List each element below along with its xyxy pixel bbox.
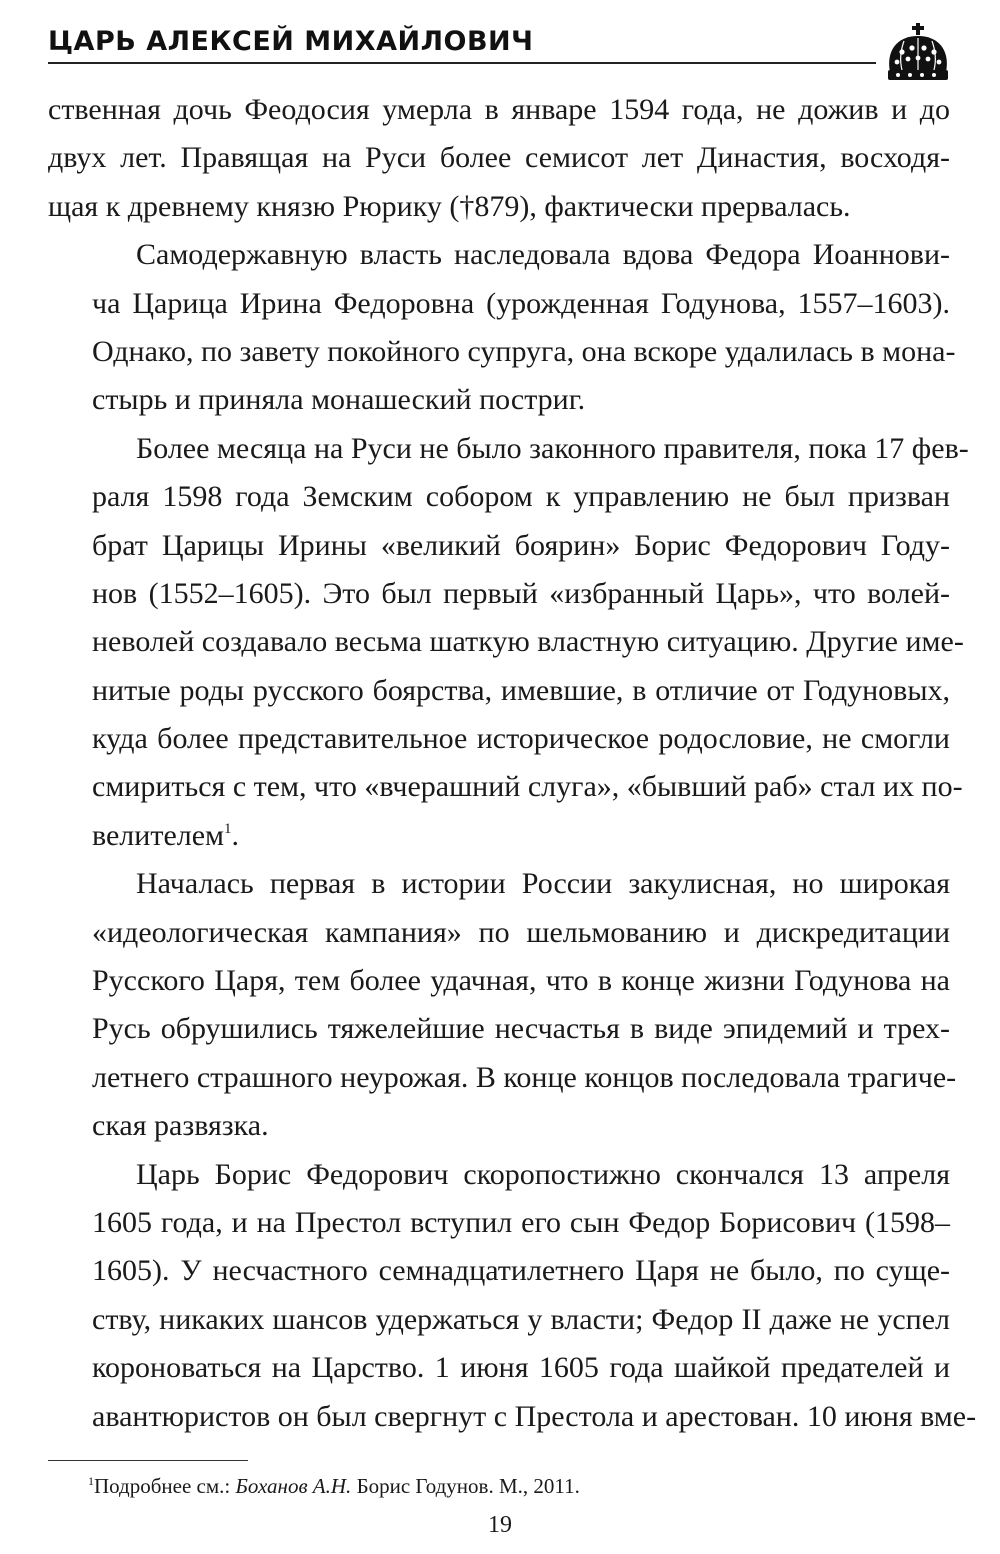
- text-line-content: велителем: [92, 818, 225, 852]
- crown-icon: [882, 22, 954, 82]
- text-line: 1605 года, и на Престол вступил его сын Федор Борисович (1598–: [92, 1205, 950, 1239]
- text-line: Началась первая в истории России закулисная, но широкая: [136, 867, 950, 901]
- text-line: куда более представительное историческое родословие, не смогли: [92, 722, 950, 756]
- paragraph: [48, 860, 957, 1150]
- text-line: Более месяца на Руси не было законного правителя, пока 17 фев-: [136, 431, 969, 465]
- text-line: щая к древнему князю Рюрику (†879), фактически прервалась.: [48, 189, 851, 223]
- footnote-rule: [48, 1460, 248, 1461]
- footnote-citation: Борис Годунов. М., 2011.: [351, 1474, 580, 1498]
- paragraph: [48, 86, 950, 231]
- text-line: ству, никаких шансов удержаться у власти; Федор II даже не успел: [92, 1302, 950, 1336]
- paragraph: [48, 231, 956, 425]
- text-line: смириться с тем, что «вчерашний слуга», «бывший раб» стал их по-: [92, 770, 963, 804]
- text-line: неволей создавало весьма шаткую властную ситуацию. Другие име-: [92, 625, 964, 659]
- text-line: 1605). У несчастного семнадцатилетнего Царя не было, по суще-: [92, 1254, 950, 1288]
- text-line: Русского Царя, тем более удачная, что в конце жизни Годунова на: [92, 964, 950, 998]
- text-line: летнего страшного неурожая. В конце концов последовала трагиче-: [92, 1060, 957, 1094]
- page-number: 19: [488, 1512, 512, 1538]
- text-line: «идеологическая кампания» по шельмованию и дискредитации: [92, 915, 950, 949]
- running-header: [48, 24, 878, 64]
- text-line: брат Царицы Ирины «великий боярин» Борис Федорович Году-: [92, 528, 950, 562]
- text-line: нов (1552–1605). Это был первый «избранный Царь», что волей-: [92, 576, 950, 610]
- footnote-mark: 1: [88, 1474, 94, 1488]
- header-rule: [48, 62, 876, 64]
- footnote-prefix: Подробнее см.:: [94, 1474, 236, 1498]
- footnote-reference[interactable]: 1: [224, 820, 232, 837]
- text-line: короноваться на Царство. 1 июня 1605 года шайкой предателей и: [92, 1351, 950, 1385]
- text-line: Самодержавную власть наследовала вдова Федора Иоаннови-: [136, 238, 950, 272]
- text-line: нитые роды русского боярства, имевшие, в отличие от Годуновых,: [92, 673, 950, 707]
- text-line: Однако, по завету покойного супруга, она вскоре удалилась в мона-: [92, 334, 956, 368]
- text-line: [48, 812, 950, 860]
- footnote-author: Боханов А.Н.: [235, 1474, 352, 1498]
- running-title: ЦАРЬ АЛЕКСЕЙ МИХАЙЛОВИЧ: [48, 26, 534, 57]
- footnote: [88, 1472, 580, 1500]
- paragraph: [48, 1151, 977, 1441]
- paragraph: [48, 425, 969, 861]
- text-line: ча Царица Ирина Федоровна (урожденная Годунова, 1557–1603).: [92, 286, 950, 320]
- sentence-period: .: [231, 818, 240, 852]
- body-text: [48, 86, 977, 1441]
- text-line: Царь Борис Федорович скоропостижно скончался 13 апреля: [136, 1157, 950, 1191]
- text-line: Русь обрушились тяжелейшие несчастья в виде эпидемий и трех-: [92, 1012, 950, 1046]
- text-line: раля 1598 года Земским собором к управлению не был призван: [92, 480, 950, 514]
- text-line: авантюристов он был свергнут с Престола и арестован. 10 июня вме-: [92, 1399, 977, 1433]
- text-line: стырь и приняла монашеский постриг.: [92, 383, 586, 417]
- text-line: двух лет. Правящая на Руси более семисот лет Династия, восходя-: [48, 141, 950, 175]
- text-line: ская развязка.: [92, 1109, 269, 1143]
- text-line: ственная дочь Феодосия умерла в январе 1594 года, не дожив и до: [48, 93, 950, 126]
